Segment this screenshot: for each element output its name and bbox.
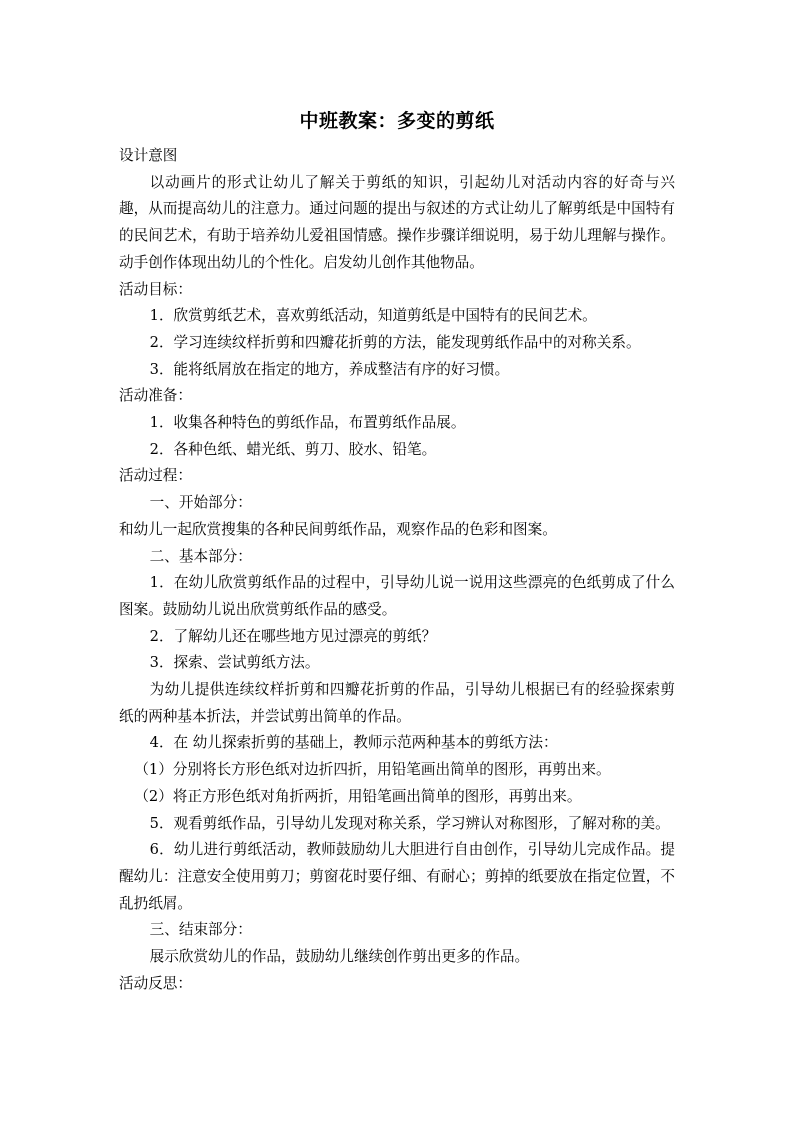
part1-heading: 一、开始部分： xyxy=(149,494,252,512)
page-title: 中班教案：多变的剪纸 xyxy=(299,110,495,132)
preparation-heading: 活动准备： xyxy=(119,387,192,405)
step-4: 4．在 幼儿探索折剪的基础上，教师示范两种基本的剪纸方法： xyxy=(149,734,558,752)
step-3: 3．探索、尝试剪纸方法。 xyxy=(149,654,320,672)
step-1: 1．在幼儿欣赏剪纸作品的过程中，引导幼儿说一说用这些漂亮的色纸剪成了什么图案。鼓励幼儿说出欣赏剪纸作品的感受。 xyxy=(119,574,675,618)
goals-heading: 活动目标： xyxy=(119,280,192,298)
preparation-item-1: 1．收集各种特色的剪纸作品，布置剪纸作品展。 xyxy=(149,414,466,432)
design-intent-paragraph: 以动画片的形式让幼儿了解关于剪纸的知识，引起幼儿对活动内容的好奇与兴趣，从而提高幼儿的注意力。通过问题的提出与叙述的方式让幼儿了解剪纸是中国特有的民间艺术，有助于培养幼儿爱祖国情感。操作步骤详细说明，易于幼儿理解与操作。动手创作体现出幼儿的个性化。启发幼儿创作其他物品。 xyxy=(119,173,675,271)
reflection-heading: 活动反思： xyxy=(119,974,192,992)
design-intent-heading: 设计意图 xyxy=(119,147,178,164)
goal-item-3: 3．能将纸屑放在指定的地方，养成整洁有序的好习惯。 xyxy=(149,360,510,378)
step-5: 5．观看剪纸作品，引导幼儿发现对称关系，学习辨认对称图形，了解对称的美。 xyxy=(149,814,670,832)
step-3-detail: 为幼儿提供连续纹样折剪和四瓣花折剪的作品，引导幼儿根据已有的经验探索剪纸的两种基本折法，并尝试剪出简单的作品。 xyxy=(119,681,675,725)
step-2: 2．了解幼儿还在哪些地方见过漂亮的剪纸？ xyxy=(149,627,437,645)
document-body xyxy=(119,143,675,998)
part1-text: 和幼儿一起欣赏搜集的各种民间剪纸作品，观察作品的色彩和图案。 xyxy=(119,520,557,538)
part3-text: 展示欣赏幼儿的作品，鼓励幼儿继续创作剪出更多的作品。 xyxy=(149,948,530,966)
step-4-sub-1: （1）分别将长方形色纸对边折四折，用铅笔画出简单的图形，再剪出来。 xyxy=(134,761,611,779)
preparation-item-2: 2．各种色纸、蜡光纸、剪刀、胶水、铅笔。 xyxy=(149,440,437,458)
process-heading: 活动过程： xyxy=(119,467,192,485)
step-6: 6．幼儿进行剪纸活动，教师鼓励幼儿大胆进行自由创作，引导幼儿完成作品。提醒幼儿：注意安全使用剪刀；剪窗花时要仔细、有耐心；剪掉的纸要放在指定位置，不乱扔纸屑。 xyxy=(119,841,675,912)
part2-heading: 二、基本部分： xyxy=(149,547,252,565)
part3-heading: 三、结束部分： xyxy=(149,921,252,939)
goal-item-1: 1．欣赏剪纸艺术，喜欢剪纸活动，知道剪纸是中国特有的民间艺术。 xyxy=(149,307,597,325)
step-4-sub-2: （2）将正方形色纸对角折两折，用铅笔画出简单的图形，再剪出来。 xyxy=(134,787,582,805)
goal-item-2: 2．学习连续纹样折剪和四瓣花折剪的方法，能发现剪纸作品中的对称关系。 xyxy=(149,333,641,351)
